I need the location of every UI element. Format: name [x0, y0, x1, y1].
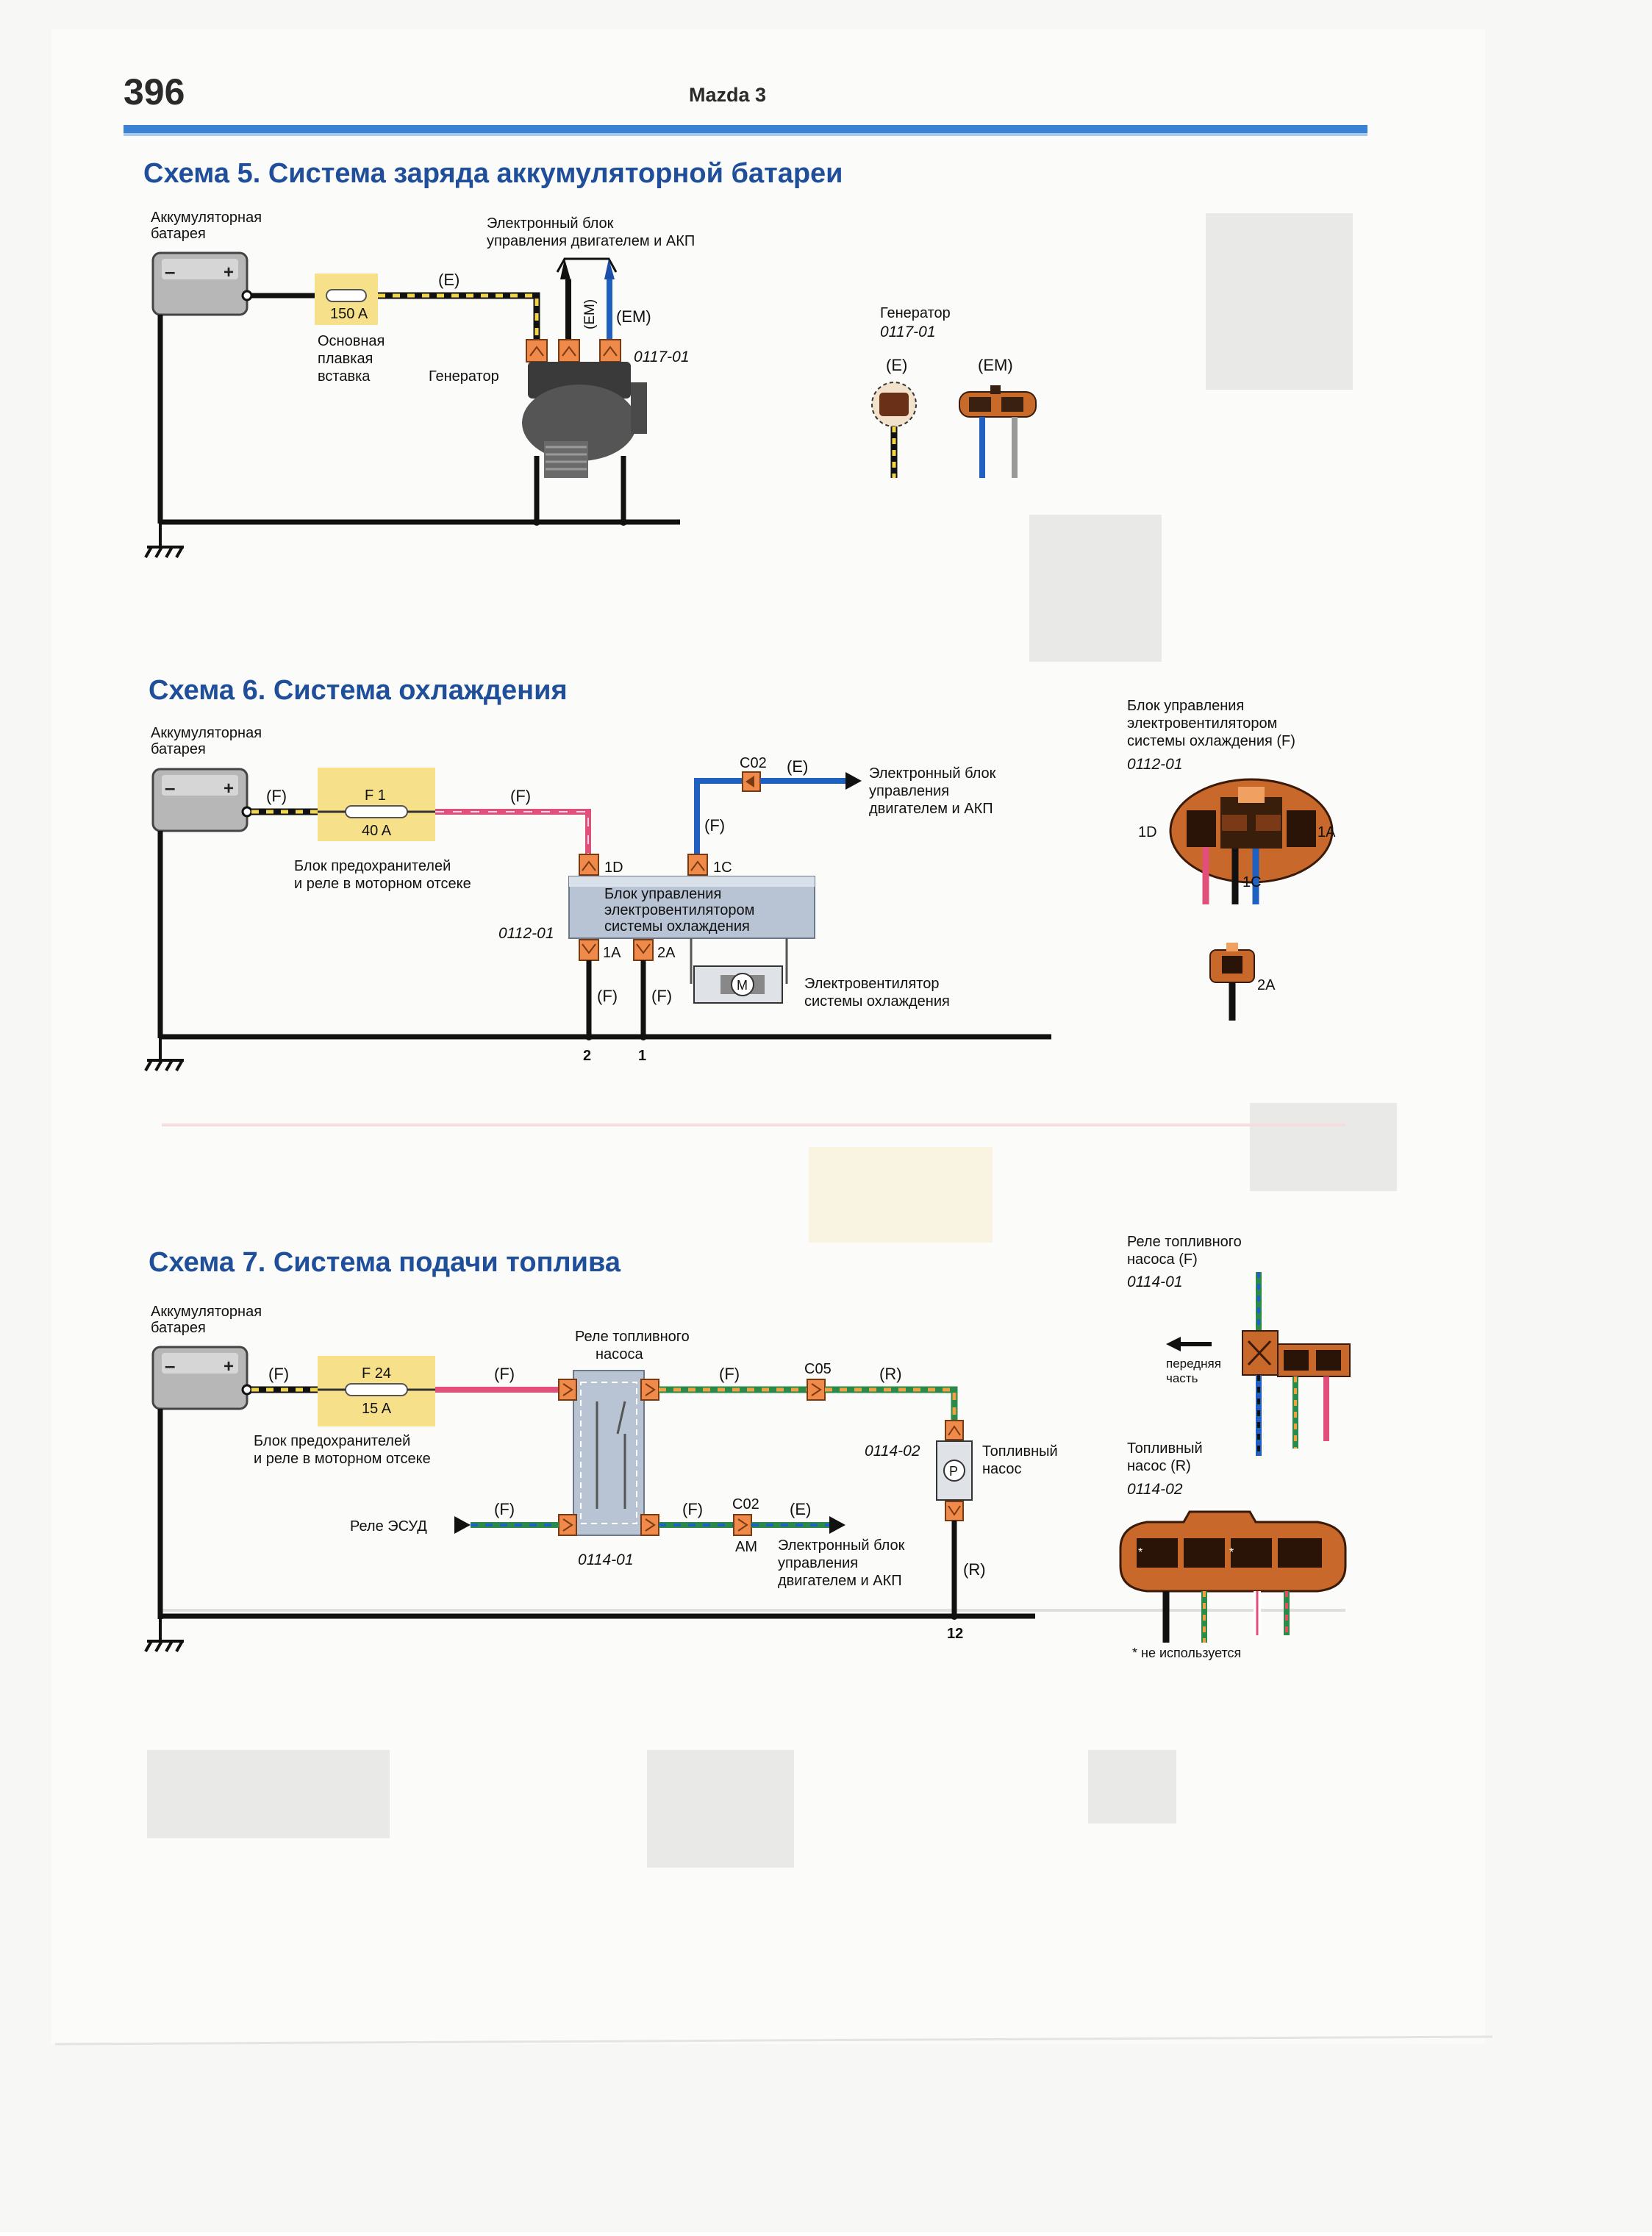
- scheme6-fan-control-module: [569, 876, 815, 938]
- scheme7-ground-12: 12: [947, 1626, 964, 1642]
- scheme6-fuse-f1: [318, 768, 435, 841]
- svg-text:Блок предохранителей: Блок предохранителей: [294, 858, 451, 874]
- svg-text:батарея: батарея: [151, 1320, 206, 1336]
- svg-text:M: M: [737, 978, 748, 993]
- scheme6-side-pin-1d: 1D: [1138, 824, 1157, 840]
- svg-text:Топливный: Топливный: [1127, 1440, 1203, 1457]
- scheme5-side-e: (E): [886, 356, 908, 374]
- svg-text:Аккумуляторная: Аккумуляторная: [151, 725, 262, 741]
- scheme6-c02: C02: [740, 755, 767, 771]
- scheme6-ground-1: 1: [638, 1048, 647, 1064]
- scheme6-side-pin-1c: 1C: [1242, 874, 1262, 890]
- scheme6-title: Схема 6. Система охлаждения: [149, 675, 568, 706]
- svg-text:Блок предохранителей: Блок предохранителей: [254, 1433, 411, 1449]
- scheme6-pin-1d: 1D: [604, 860, 623, 876]
- scheme5-battery-icon: [153, 253, 247, 315]
- scheme5-fuse-value: 150 A: [330, 306, 368, 322]
- svg-text:Электронный блок: Электронный блок: [869, 765, 996, 782]
- scheme7-side-pump-code: 0114-02: [1127, 1481, 1183, 1498]
- svg-text:двигателем и АКП: двигателем и АКП: [778, 1573, 902, 1589]
- svg-text:P: P: [949, 1464, 959, 1479]
- svg-text:электровентилятором: электровентилятором: [604, 902, 755, 918]
- scheme7-wire-f-escud: (F): [494, 1500, 515, 1518]
- scheme5-connector-code: 0117-01: [634, 349, 690, 365]
- scheme5-generator-label: Генератор: [429, 368, 499, 385]
- svg-text:насоса: насоса: [596, 1346, 643, 1362]
- svg-text:Реле топливного: Реле топливного: [1127, 1234, 1242, 1250]
- svg-text:Блок управления: Блок управления: [604, 886, 722, 902]
- svg-text:–: –: [165, 260, 176, 282]
- scheme7-wire-f-out: (F): [682, 1500, 704, 1518]
- scheme6-wire-f-mid: (F): [510, 787, 532, 805]
- scheme7-pump-code: 0114-02: [865, 1443, 920, 1460]
- svg-text:системы охлаждения: системы охлаждения: [604, 918, 750, 935]
- scheme6-side-pin-1a: 1A: [1317, 824, 1336, 840]
- scheme7-wire-f-green: (F): [719, 1365, 740, 1383]
- scheme7-fuse-name: F 24: [362, 1365, 392, 1382]
- scheme5-main-fuse: [315, 274, 378, 325]
- scheme5-side-em: (EM): [978, 356, 1013, 374]
- svg-text:двигателем и АКП: двигателем и АКП: [869, 801, 993, 817]
- scheme6-pin-2a: 2A: [657, 945, 676, 961]
- scheme6-wire-f-blue: (F): [704, 816, 726, 835]
- svg-text:Электронный блок: Электронный блок: [487, 215, 614, 232]
- scheme7-not-used-note: * не используется: [1132, 1646, 1242, 1660]
- scheme7-fuel-pump: [937, 1441, 972, 1500]
- scheme5-wire-e-label: (E): [438, 271, 460, 289]
- svg-text:Электровентилятор: Электровентилятор: [804, 976, 940, 992]
- scheme6-wire-f-left: (F): [266, 787, 287, 805]
- svg-text:Аккумуляторная: Аккумуляторная: [151, 1304, 262, 1320]
- scheme7-wire-e: (E): [790, 1500, 812, 1518]
- svg-text:передняя: передняя: [1166, 1357, 1221, 1371]
- svg-text:часть: часть: [1166, 1371, 1198, 1385]
- scheme7-relay-code: 0114-01: [578, 1551, 634, 1568]
- scheme7-wire-r-top: (R): [879, 1365, 902, 1383]
- svg-text:системы охлаждения (F): системы охлаждения (F): [1127, 733, 1295, 749]
- page-number: 396: [124, 71, 185, 112]
- scheme6-wire-f-1a: (F): [597, 987, 618, 1005]
- svg-text:Основная: Основная: [318, 333, 385, 349]
- svg-text:вставка: вставка: [318, 368, 371, 385]
- svg-text:Блок управления: Блок управления: [1127, 698, 1245, 714]
- book-title: Mazda 3: [689, 84, 767, 106]
- scheme7-am: AM: [735, 1539, 757, 1555]
- svg-text:–: –: [165, 776, 176, 799]
- scheme6-ground-2: 2: [583, 1048, 592, 1064]
- scheme7-wire-f-left: (F): [268, 1365, 290, 1383]
- svg-text:насоса (F): насоса (F): [1127, 1251, 1198, 1268]
- svg-text:–: –: [165, 1354, 176, 1376]
- svg-text:системы охлаждения: системы охлаждения: [804, 993, 950, 1010]
- scheme5-title: Схема 5. Система заряда аккумуляторной батареи: [143, 158, 843, 189]
- scheme7-c05: C05: [804, 1361, 832, 1377]
- scheme6-fuse-name: F 1: [365, 787, 386, 804]
- scheme6-fuse-value: 40 A: [362, 823, 392, 839]
- scheme7-wire-f-pink: (F): [494, 1365, 515, 1383]
- svg-text:электровентилятором: электровентилятором: [1127, 715, 1278, 732]
- svg-text:Электронный блок: Электронный блок: [778, 1537, 905, 1554]
- header-rule: [124, 125, 1367, 133]
- scheme5-em-vertical: (EM): [582, 299, 598, 329]
- scheme6-wire-f-2a: (F): [651, 987, 673, 1005]
- scheme7-side-relay-code: 0114-01: [1127, 1274, 1183, 1290]
- svg-text:плавкая: плавкая: [318, 351, 373, 367]
- scheme7-fuse-value: 15 A: [362, 1401, 392, 1417]
- svg-text:насос (R): насос (R): [1127, 1458, 1191, 1474]
- scheme6-pin-1c: 1C: [713, 860, 732, 876]
- scheme5-side-title: Генератор: [880, 305, 951, 321]
- scheme7-fuel-pump-relay: [573, 1371, 644, 1535]
- svg-text:Топливный: Топливный: [982, 1443, 1058, 1460]
- scheme6-side-code: 0112-01: [1127, 756, 1183, 773]
- svg-text:*: *: [1138, 1546, 1143, 1559]
- scheme7-c02: C02: [732, 1496, 759, 1512]
- svg-text:+: +: [224, 262, 235, 282]
- scheme5-side-code: 0117-01: [880, 324, 936, 340]
- scheme7-battery-icon: [153, 1347, 247, 1409]
- scheme7-title: Схема 7. Система подачи топлива: [149, 1247, 621, 1278]
- scheme5-em-label: (EM): [616, 307, 651, 326]
- scheme6-module-code: 0112-01: [498, 925, 554, 942]
- svg-text:+: +: [224, 779, 235, 799]
- svg-text:и реле в моторном отсеке: и реле в моторном отсеке: [254, 1451, 431, 1467]
- scheme7-escud-relay: Реле ЭСУД: [350, 1518, 427, 1535]
- svg-text:Реле топливного: Реле топливного: [575, 1329, 690, 1345]
- scheme6-side-pin-2a: 2A: [1257, 977, 1276, 993]
- scheme7-fuse-f24: [318, 1356, 435, 1426]
- svg-text:насос: насос: [982, 1461, 1022, 1477]
- svg-text:и реле в моторном отсеке: и реле в моторном отсеке: [294, 876, 471, 892]
- svg-text:батарея: батарея: [151, 226, 206, 242]
- svg-text:*: *: [1229, 1546, 1234, 1559]
- svg-text:управления: управления: [869, 783, 950, 799]
- scheme7-wire-r-bottom: (R): [963, 1560, 986, 1579]
- scheme6-pin-1a: 1A: [603, 945, 621, 961]
- svg-text:батарея: батарея: [151, 741, 206, 757]
- svg-text:управления: управления: [778, 1555, 859, 1571]
- svg-text:управления двигателем и АКП: управления двигателем и АКП: [487, 233, 696, 249]
- svg-text:+: +: [224, 1357, 235, 1376]
- scheme6-battery-icon: [153, 769, 247, 831]
- svg-text:Аккумуляторная: Аккумуляторная: [151, 210, 262, 226]
- scheme6-wire-e: (E): [787, 757, 809, 776]
